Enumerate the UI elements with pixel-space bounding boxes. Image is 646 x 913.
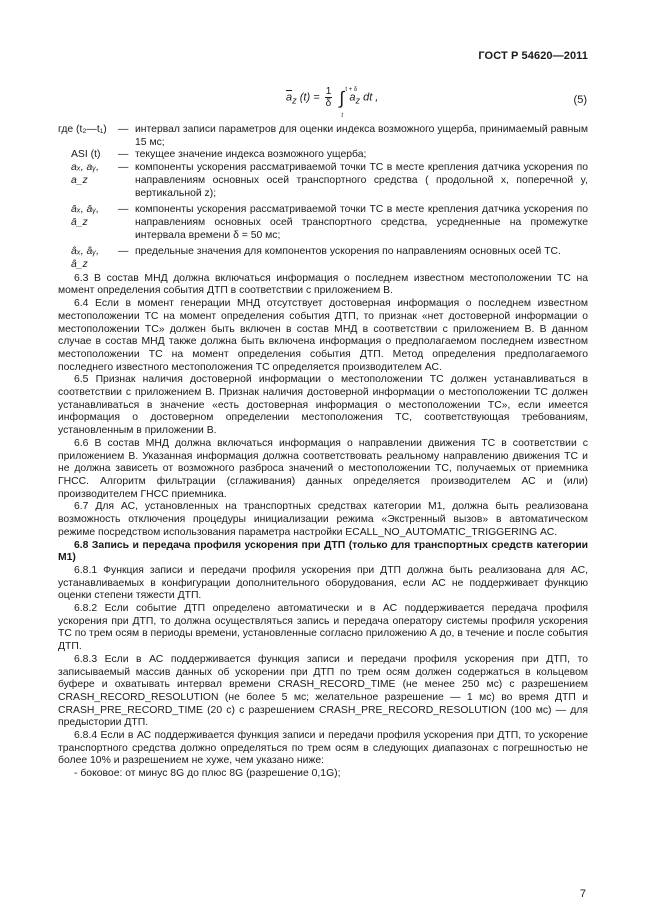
list-item-lateral: - боковое: от минус 8G до плюс 8G (разрешение 0,1G); [74, 768, 341, 780]
integral-upper-limit: t + δ [345, 86, 358, 93]
formula-fraction [325, 86, 333, 109]
definition-row [58, 246, 588, 271]
formula-integrand-sub: z [355, 95, 361, 106]
definitions-list [58, 124, 588, 272]
definition-symbol: ASI (t) [71, 149, 101, 161]
integral-sign: ∫ t + δ t [339, 89, 344, 107]
formula-lhs-sub: z [292, 95, 297, 106]
definition-symbol: aₓ, aᵧ, a_z [71, 162, 99, 186]
definition-text: текущее значение индекса возможного ущерба; [135, 149, 367, 161]
fraction-numerator: 1 [325, 86, 332, 97]
page-number: 7 [579, 888, 586, 900]
definition-text: интервал записи параметров для оценки индекса возможного ущерба, принимаемый равным 15 мс; [135, 124, 588, 148]
definition-symbol: āₓ, āᵧ, ā_z [71, 204, 99, 228]
formula-5 [0, 78, 646, 118]
integral-lower-limit: t [341, 112, 343, 119]
fraction-denominator: δ [325, 98, 332, 109]
definition-dash: — [118, 204, 129, 216]
paragraph-6-7: 6.7 Для АС, установленных на транспортных средствах категории М1, должна быть реализована возможность отключения процедуры инициализации режима «Экстренный вызов» в автоматическом режиме посредством использования параметра настройки ECALL_NO_AUTOMATIC_TRIGGERING АС. [58, 501, 588, 538]
definition-symbol: âₓ, âᵧ, â_z [71, 246, 99, 271]
definition-text: предельные значения для компонентов ускорения по направлениям основных осей ТС. [135, 246, 561, 258]
paragraph-6-4: 6.4 Если в момент генерации МНД отсутствует достоверная информация о последнем известном местоположении ТС на момент определения события ДТП, то признак «нет достоверной информации о местоположении ТС» должен быть включен в состав МНД в соответствии с приложением В. В данном случае в состав МНД также должна быть включена информация о предполагаемом последнем известном местоположении ТС на момент определения события ДТП. Метод определения предполагаемого последнего известного местоположения ТС определяется производителем АС. [58, 298, 588, 373]
definition-dash: — [118, 149, 129, 161]
paragraph-6-6: 6.6 В состав МНД должна включаться информация о направлении движения ТС в соответствии с приложением В. Указанная информация должна соответствовать реальному направлению движения ТС и не должна зависеть от возможного разброса значений о местоположении ТС, получаемых от приемника ГНСС. Алгоритм фильтрации (сглаживания) данных определяется производителем АС и (или) производителем ГНСС приемника. [58, 437, 588, 500]
formula-lhs-arg: (t) = [296, 91, 323, 104]
formula-lhs: $\overline{a}$ [286, 91, 293, 104]
definition-row [58, 162, 588, 200]
paragraph-6-3: 6.3 В состав МНД должна включаться информация о последнем известном местоположении ТС на момент определения события ДТП в соответствии с приложением В. [58, 272, 588, 297]
paragraph-6-8-3: 6.8.3 Если в АС поддерживается функция записи и передачи профиля ускорения при ДТП, то записываемый массив данных об ускорении при ДТП по трем осям должен содержаться в кольцевом буфере и охватывать интервал времени CRASH_RECORD_TIME (не менее 250 мс) с разрешением CRASH_RECORD_RESOLUTION (не более 5 мс; желательное разрешение — 1 мс) во время ДТП и CRASH_PRE_RECORD_TIME (20 с) с разрешением CRASH_PRE_RECORD_RESOLUTION (100 мс) — для предыстории ДТП. [58, 653, 588, 729]
definition-dash: — [118, 162, 129, 174]
definition-text: компоненты ускорения рассматриваемой точки ТС в месте крепления датчика ускорения по направлениям основных осей транспортного средства ( продольной x, поперечной y, вертикальной z); [135, 162, 588, 199]
paragraph-6-8-4: 6.8.4 Если в АС поддерживается функция записи и передачи профиля ускорения при ДТП, то ускорение транспортного средства должно определяться по трем осям в следующих диапазонах с погрешностью не более 10% и разрешением не хуже, чем указано ниже: [58, 730, 588, 767]
definition-symbol: где (t₂—t₁) [58, 124, 107, 135]
formula-integrand: a [349, 91, 356, 104]
definition-row [58, 124, 588, 149]
document-body [58, 124, 588, 781]
formula-tail: dt , [360, 91, 379, 104]
paragraph-6-8-2: 6.8.2 Если событие ДТП определено автоматически и в АС поддерживается передача профиля ускорения при ДТП, то должна осуществляться запись и передача оператору системы профиля ускорения ТС по трем осям в периоды времени, установленные согласно приложению А до, в течение и после события ДТП. [58, 603, 588, 653]
paragraph-6-5: 6.5 Признак наличия достоверной информации о местоположении ТС должен устанавливаться в соответствии с приложением В. Признак наличия достоверной информации о местоположении ТС должен устанавливаться в значение «есть достоверная информация о местоположении ТС», если имеется информация о достоверном определении местоположения ТС, соответствующая требованиям, установленным в приложении В. [58, 374, 588, 437]
section-title-6-8: 6.8 Запись и передача профиля ускорения при ДТП (только для транспортных средств категории М1) [58, 539, 588, 564]
paragraph-6-8-1: 6.8.1 Функция записи и передачи профиля ускорения при ДТП должна быть реализована для АС, устанавливаемых в конфигурации дополнительного оборудования, если АС не поддерживает функцию оценки степени тяжести ДТП. [58, 564, 588, 602]
definition-row [58, 149, 588, 162]
formula-expression [286, 86, 379, 119]
definition-dash: — [118, 124, 129, 135]
formula-number: (5) [573, 94, 587, 106]
standard-header: ГОСТ Р 54620—2011 [478, 50, 588, 62]
definition-text: компоненты ускорения рассматриваемой точки ТС в месте крепления датчика ускорения по направлениям основных осей транспортного средства, усредненные на промежутке интервала времени δ = 50 мс; [135, 204, 588, 241]
definition-row [58, 204, 588, 242]
definition-dash: — [118, 246, 129, 258]
